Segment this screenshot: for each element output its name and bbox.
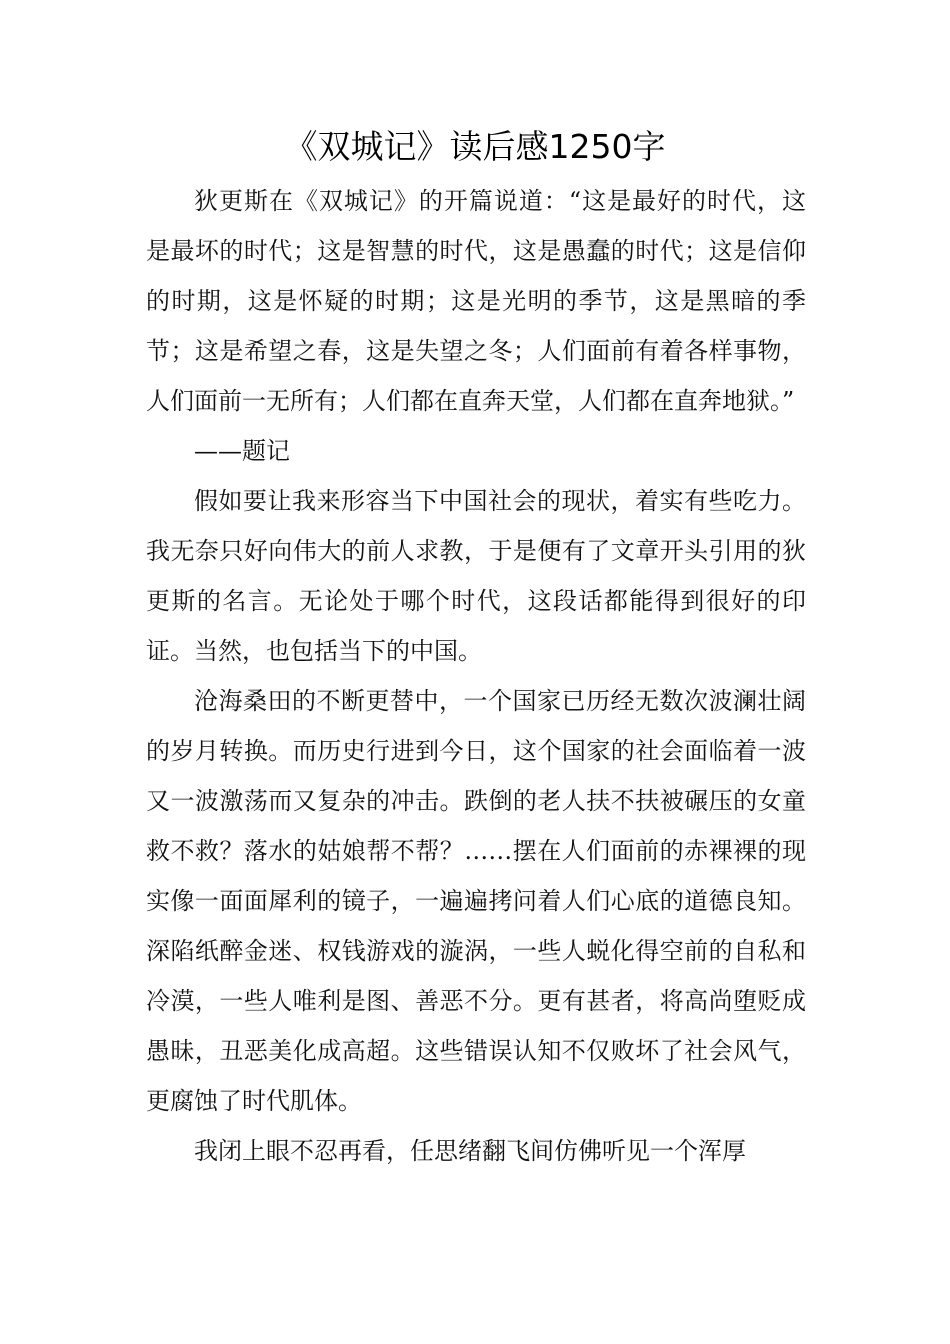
paragraph-society: 沧海桑田的不断更替中，一个国家已历经无数次波澜壮阔的岁月转换。而历史行进到今日，这个国家的社会面临着一波又一波激荡而又复杂的冲击。跌倒的老人扶不扶被碾压的女童救不救？落水的姑娘帮不帮？……摆在人们面前的赤裸裸的现实像一面面犀利的镜子，一遍遍拷问着人们心底的道德良知。深陷纸醉金迷、权钱游戏的漩涡，一些人蜕化得空前的自私和冷漠，一些人唯利是图、善恶不分。更有甚者，将高尚堕贬成愚昧，丑恶美化成高超。这些错误认知不仅败坏了社会风气，更腐蚀了时代肌体。	[146, 687, 806, 1115]
paragraph-intro: 假如要让我来形容当下中国社会的现状，着实有些吃力。我无奈只好向伟大的前人求教，于是便有了文章开头引用的狄更斯的名言。无论处于哪个时代，这段话都能得到很好的印证。当然，也包括当下的中国。	[146, 487, 806, 665]
document-title: 《双城记》读后感1250字	[284, 127, 666, 166]
document-body	[146, 176, 806, 1176]
paragraph-reflection: 我闭上眼不忍再看，任思绪翻飞间仿佛听见一个浑厚	[194, 1137, 746, 1165]
paragraph-epigraph-signature: ——题记	[194, 437, 290, 465]
paragraph-quote: 狄更斯在《双城记》的开篇说道：“这是最好的时代，这是最坏的时代；这是智慧的时代，这是愚蠢的时代；这是信仰的时期，这是怀疑的时期；这是光明的季节，这是黑暗的季节；这是希望之春，这是失望之冬；人们面前有着各样事物，人们面前一无所有；人们都在直奔天堂，人们都在直奔地狱。”	[146, 187, 806, 415]
